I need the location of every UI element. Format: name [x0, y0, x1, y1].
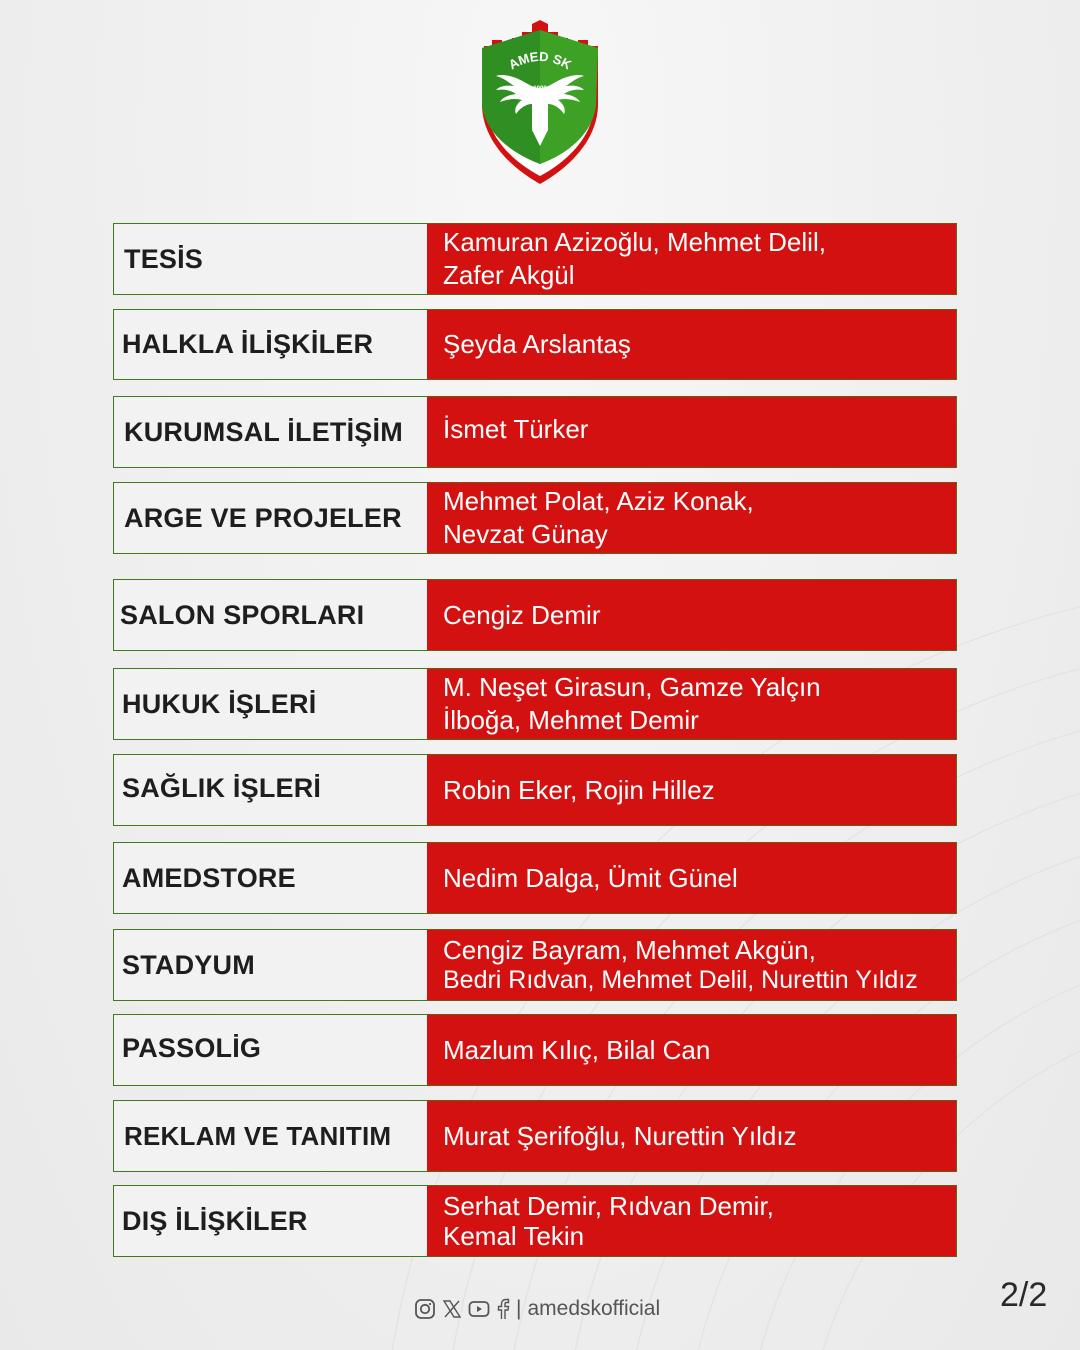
committee-label: STADYUM	[113, 929, 427, 1001]
committee-members: Şeyda Arslantaş	[427, 309, 957, 380]
committee-row	[113, 223, 957, 295]
committee-label: DIŞ İLİŞKİLER	[113, 1185, 427, 1257]
committee-label: PASSOLİG	[113, 1014, 427, 1086]
committee-row	[113, 482, 957, 554]
committee-label: SAĞLIK İŞLERİ	[113, 754, 427, 826]
committee-row	[113, 668, 957, 740]
committee-row	[113, 1014, 957, 1086]
committee-members: Serhat Demir, Rıdvan Demir, Kemal Tekin	[427, 1185, 957, 1257]
committee-label: AMEDSTORE	[113, 842, 427, 914]
youtube-icon[interactable]	[468, 1300, 490, 1318]
committee-row	[113, 1100, 957, 1172]
committee-label: KURUMSAL İLETİŞİM	[113, 396, 427, 468]
committee-members: M. Neşet Girasun, Gamze Yalçın İlboğa, Mehmet Demir	[427, 668, 957, 740]
committee-row	[113, 842, 957, 914]
committee-members: Cengiz Demir	[427, 579, 957, 651]
svg-text:AMED SK: AMED SK	[506, 48, 574, 73]
facebook-icon[interactable]	[496, 1298, 510, 1320]
committee-label: ARGE VE PROJELER	[113, 482, 427, 554]
social-footer	[414, 1296, 660, 1322]
committee-row	[113, 1185, 957, 1257]
committee-members: Mehmet Polat, Aziz Konak, Nevzat Günay	[427, 482, 957, 554]
committee-members: Cengiz Bayram, Mehmet Akgün, Bedri Rıdvan, Mehmet Delil, Nurettin Yıldız	[427, 929, 957, 1001]
committee-members: Robin Eker, Rojin Hillez	[427, 754, 957, 826]
committee-row	[113, 579, 957, 651]
committee-row	[113, 396, 957, 468]
committee-row	[113, 309, 957, 380]
page-indicator: 2/2	[1000, 1276, 1048, 1314]
committee-members: Murat Şerifoğlu, Nurettin Yıldız	[427, 1100, 957, 1172]
social-handle[interactable]: amedskofficial	[527, 1297, 661, 1320]
committee-members: İsmet Türker	[427, 396, 957, 468]
committee-row	[113, 754, 957, 826]
footer-separator: |	[516, 1297, 522, 1320]
instagram-icon[interactable]	[414, 1298, 436, 1320]
committee-label: HUKUK İŞLERİ	[113, 668, 427, 740]
committee-label: HALKLA İLİŞKİLER	[113, 309, 427, 380]
committee-label: SALON SPORLARI	[113, 579, 427, 651]
committee-label: TESİS	[113, 223, 427, 295]
committee-members: Nedim Dalga, Ümit Günel	[427, 842, 957, 914]
x-icon[interactable]	[442, 1299, 462, 1319]
svg-text:1990: 1990	[533, 86, 547, 92]
committee-members: Kamuran Azizoğlu, Mehmet Delil, Zafer Akgül	[427, 223, 957, 295]
committee-row	[113, 929, 957, 1001]
club-logo	[476, 18, 604, 186]
committee-members: Mazlum Kılıç, Bilal Can	[427, 1014, 957, 1086]
committee-label: REKLAM VE TANITIM	[113, 1100, 427, 1172]
